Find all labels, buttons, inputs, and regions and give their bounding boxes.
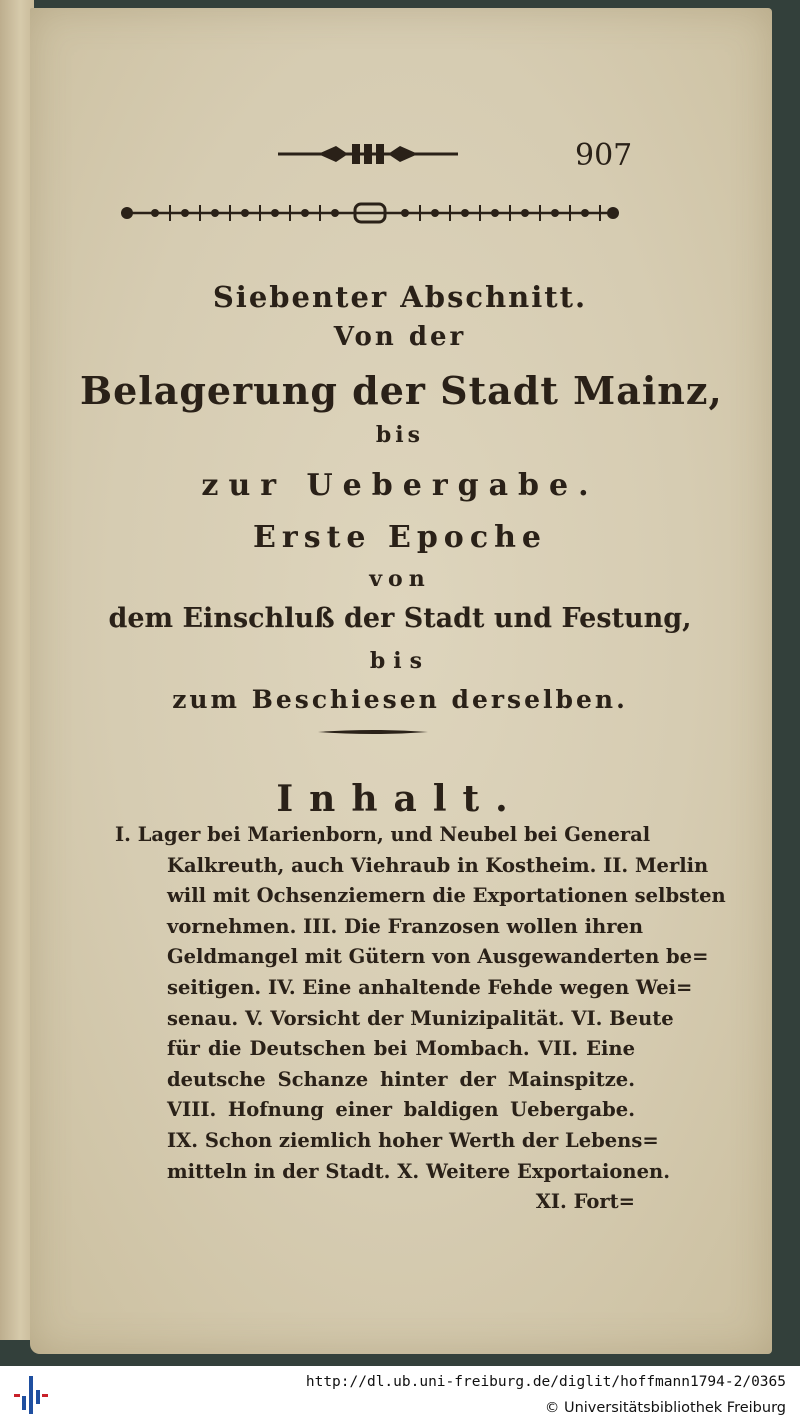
summary-line: I. Lager bei Marienborn, und Neubel bei General: [115, 823, 651, 846]
summary-line: seitigen. IV. Eine anhaltende Fehde wegen Wei=: [167, 975, 693, 999]
summary-line: senau. V. Vorsicht der Munizipalität. VI. Beute: [167, 1006, 674, 1030]
heading-line: von: [369, 566, 431, 592]
permalink-link[interactable]: http://dl.ub.uni-freiburg.de/diglit/hoffmann1794-2/0365: [305, 1374, 786, 1390]
main-title: Belagerung der Stadt Mainz,: [80, 368, 723, 413]
ornament-border: [115, 198, 625, 228]
facing-page-edge: [0, 0, 34, 1340]
page-number: 907: [575, 138, 633, 173]
summary-line: IX. Schon ziemlich hoher Werth der Lebens=: [167, 1128, 659, 1152]
summary-line: XI. Fort=: [535, 1190, 635, 1214]
heading-line: bis: [375, 422, 425, 448]
heading-line: zur Uebergabe.: [201, 468, 599, 503]
section-heading: Siebenter Abschnitt.: [212, 280, 588, 314]
copyright-notice: © Universitätsbibliothek Freiburg: [544, 1400, 786, 1416]
summary-line: mitteln in der Stadt. X. Weitere Exportaionen.: [167, 1159, 670, 1183]
contents-summary: [115, 820, 726, 1218]
divider-rule: [318, 729, 428, 735]
summary-line: will mit Ochsenziemern die Exportationen selbsten: [167, 884, 726, 908]
contents-title: Inhalt.: [276, 778, 524, 820]
library-logo-icon: [14, 1374, 48, 1416]
summary-line: Kalkreuth, auch Viehraub in Kostheim. II. Merlin: [167, 853, 709, 877]
summary-line: vornehmen. III. Die Franzosen wollen ihren: [167, 914, 644, 938]
heading-line: Von der: [333, 322, 467, 352]
header-ornament: [278, 140, 458, 168]
summary-line: für die Deutschen bei Mombach. VII. Eine: [167, 1037, 635, 1061]
summary-line: Geldmangel mit Gütern von Ausgewanderten be=: [167, 945, 709, 969]
epoch-heading: Erste Epoche: [253, 520, 547, 555]
heading-line: bis: [369, 648, 431, 674]
heading-line: zum Beschiesen derselben.: [172, 685, 628, 714]
summary-line: deutsche Schanze hinter der Mainspitze.: [167, 1067, 635, 1091]
footer-bar: [0, 1366, 800, 1424]
heading-line: dem Einschluß der Stadt und Festung,: [108, 603, 692, 634]
summary-line: VIII. Hofnung einer baldigen Uebergabe.: [167, 1098, 635, 1122]
